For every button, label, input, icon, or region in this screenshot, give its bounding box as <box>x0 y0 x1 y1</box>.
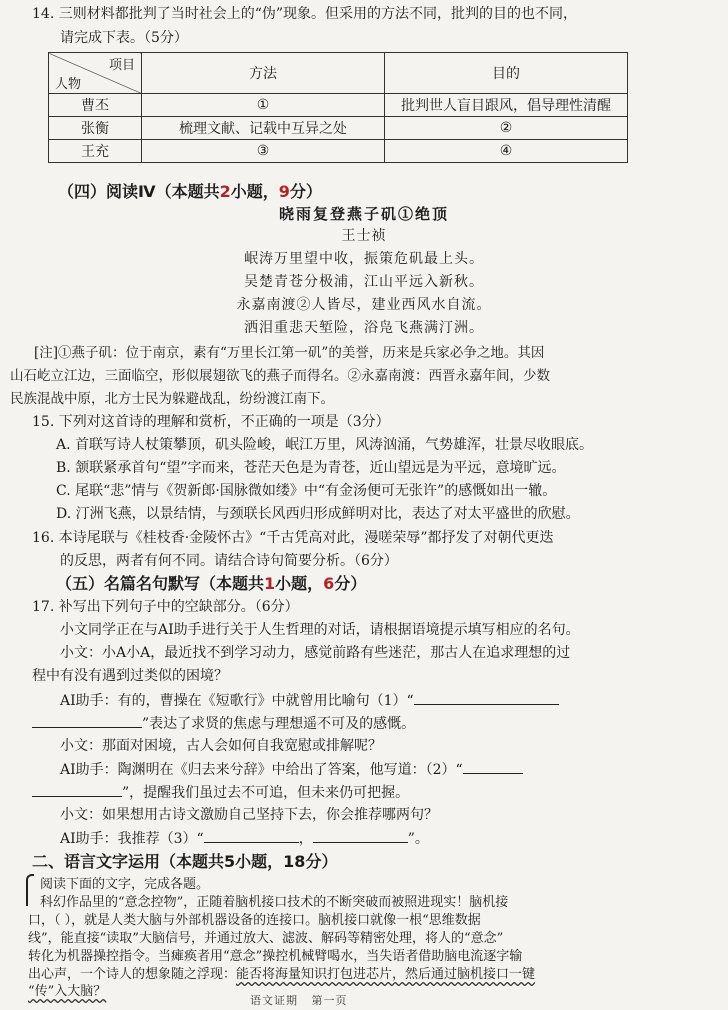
q16-line-2: 的反思，两者有何不同。请结合诗句简要分析。（6分） <box>60 553 398 569</box>
q17-ai-2-text: AI助手：陶渊明在《归去来兮辞》中给出了答案，他写道：（2）“ <box>60 762 463 778</box>
part2-count: 5 <box>224 852 236 871</box>
q17-ai-2b <box>32 782 409 803</box>
row-person: 张衡 <box>49 117 142 140</box>
poem-note: 山石屹立江边，三面临空，形似展翅欲飞的燕子而得名。②永嘉南渡：西晋永嘉年间，少数 <box>10 368 550 384</box>
q17-ai-3-text: AI助手：我推荐（3）“ <box>60 831 204 847</box>
footer <box>250 994 348 1008</box>
q17-ai-2 <box>60 759 523 780</box>
header-purpose: 目的 <box>385 53 628 94</box>
passage-line: 口，（ ），就是人类大脑与外部机器设备的连接口。脑机接口就像一根“思维数据 <box>28 913 481 928</box>
table-header-row <box>49 53 628 94</box>
q15-option-d: D. 汀洲飞燕，以景结情，与颈联长风西归形成鲜明对比，表达了对太平盛世的欣慰。 <box>56 506 580 522</box>
q15-option-b: B. 颔联紧承首句“望”字而来，苍茫天色是为青苍，近山望远是为平远，意境旷远。 <box>56 460 566 476</box>
footer-left: 语文证期 <box>250 994 298 1007</box>
q17-ai-3-end: ”。 <box>407 831 429 847</box>
table-row <box>49 117 628 140</box>
section5-label: （五）名篇名句默写（本题共 <box>56 574 265 593</box>
passage-line: 科幻作品里的“意念控物”，正随着脑机接口技术的不断突破而被照进现实！脑机接 <box>40 895 509 910</box>
q17-dialog: 小文：小A小A，最近找不到学习动力，感觉前路有些迷茫，那古人在追求理想的过 <box>60 645 571 661</box>
section4-score: 9 <box>278 182 290 201</box>
q17-stem: 17. 补写出下列句子中的空缺部分。（6分） <box>32 599 299 615</box>
q14-stem: 14. 三则材料都批判了当时社会上的“伪”现象。但采用的方法不同，批判的目的也不同， <box>32 6 578 22</box>
row-person: 王充 <box>49 140 142 163</box>
row-purpose: ② <box>385 117 628 140</box>
passage-last-line <box>28 983 106 1000</box>
q17-ai-3-comma: ， <box>298 831 313 847</box>
row-purpose: 批判世人盲目跟风，倡导理性清醒 <box>385 94 628 117</box>
q17-ai-2b-text: ”，提醒我们虽过去不可追，但未来仍可把握。 <box>122 785 410 801</box>
q17-ai-1-text: AI助手：有的，曹操在《短歌行》中就曾用比喻句（1）“ <box>60 693 414 709</box>
q17-ai-1b <box>32 713 415 734</box>
row-purpose: ④ <box>385 140 628 163</box>
q17-dialog: 小文：那面对困境，古人会如何自我宽慰或排解呢？ <box>60 738 382 754</box>
q15-option-a: A. 首联写诗人杖策攀顶，矶头险峻，岷江万里，风涛汹涌，气势雄浑，壮景尽收眼底。 <box>56 437 594 453</box>
row-method: 梳理文献、记载中互异之处 <box>142 117 385 140</box>
q17-blank-3a[interactable] <box>204 828 299 843</box>
q15-stem: 15. 下列对这首诗的理解和赏析，不正确的一项是（3分） <box>32 414 390 430</box>
q16-line-1: 16. 本诗尾联与《桂枝香·金陵怀古》“千古凭高对此，漫嗟荣辱”都抒发了对朝代更迭 <box>32 530 554 546</box>
passage-last-line-text: “传”入大脑？ <box>28 984 107 999</box>
corner-bottom-label: 人物 <box>55 77 82 92</box>
passage-line: 转化为机器操控指令。当瘫痪者用“意念”操控机械臂喝水，当失语者借助脑电流逐字输 <box>28 949 523 964</box>
part2-score: 18 <box>283 852 306 871</box>
poem-line: 吴楚青苍分极浦，江山平远入新秋。 <box>244 274 484 290</box>
q17-blank-1b[interactable] <box>32 713 142 728</box>
q17-blank-2a[interactable] <box>463 759 523 774</box>
table-corner-cell <box>49 53 142 94</box>
q17-intro: 小文同学正在与AI助手进行关于人生哲理的对话，请根据语境提示填写相应的名句。 <box>60 622 580 638</box>
poem-title: 晓雨复登燕子矶①绝顶 <box>278 205 449 223</box>
poem-author: 王士祯 <box>341 228 387 244</box>
poem-line: 岷涛万里望中收，振策危矶最上头。 <box>244 251 484 267</box>
q17-dialog: 程中有没有遇到过类似的困境？ <box>32 668 228 684</box>
section5-end: 分） <box>334 574 367 593</box>
q17-ai-3 <box>60 828 429 849</box>
q14-stem-2: 请完成下表。（5分） <box>60 30 188 46</box>
section4-mid: 小题， <box>230 182 279 201</box>
poem-note: [注]①燕子矶：位于南京，素有“万里长江第一矶”的美誉，历来是兵家必争之地。其因 <box>34 345 545 361</box>
part2-intro: 阅读下面的文字，完成各题。 <box>40 877 210 892</box>
corner-top-label: 项目 <box>108 58 135 73</box>
q14-table <box>48 52 628 163</box>
q17-dialog: 小文：如果想用古诗文激励自己坚持下去，你会推荐哪两句？ <box>60 807 438 823</box>
section5-mid: 小题， <box>275 574 324 593</box>
section4-label: （四）阅读Ⅳ（本题共 <box>58 182 220 201</box>
passage-line-5 <box>28 966 535 983</box>
row-method: ① <box>142 94 385 117</box>
section5-heading <box>56 574 366 594</box>
q17-ai-1b-text: ”表达了求贤的焦虑与理想遥不可及的感慨。 <box>142 716 416 732</box>
section5-score: 6 <box>323 574 335 593</box>
passage-line-5-text: 出心声，一个诗人的想象随之浮现： <box>28 967 237 982</box>
part2-heading <box>32 852 337 872</box>
header-method: 方法 <box>142 53 385 94</box>
poem-line: 洒泪重悲天堑险，浴凫飞燕满汀洲。 <box>244 320 484 336</box>
wavy-underlined-text: 能否将海量知识打包进芯片，然后通过脑机接口一键 <box>236 967 536 982</box>
q17-ai-1 <box>60 690 559 711</box>
q15-option-c: C. 尾联“悲”情与《贺新郎·国脉微如缕》中“有金汤便可无张许”的感慨如出一辙。 <box>56 483 557 499</box>
row-person: 曹丕 <box>49 94 142 117</box>
passage-line: 线”，能直接“读取”大脑信号，并通过放大、滤波、解码等精密处理，将人的“意念” <box>28 931 504 946</box>
part2-mid: 小题， <box>235 852 284 871</box>
section4-heading <box>58 182 322 202</box>
footer-right: 第一页 <box>311 994 348 1007</box>
poem-line: 永嘉南渡②人皆尽，建业西风水自流。 <box>236 297 492 313</box>
part2-end: 分） <box>305 852 338 871</box>
row-method: ③ <box>142 140 385 163</box>
q17-blank-1a[interactable] <box>414 690 559 705</box>
table-row <box>49 94 628 117</box>
section4-end: 分） <box>289 182 322 201</box>
section5-count: 1 <box>264 574 276 593</box>
section4-count: 2 <box>219 182 231 201</box>
q17-blank-3b[interactable] <box>313 828 408 843</box>
table-row <box>49 140 628 163</box>
part2-label: 二、语言文字运用（本题共 <box>32 852 225 871</box>
q17-blank-2b[interactable] <box>32 782 122 797</box>
poem-note: 民族混战中原，北方士民为躲避战乱，纷纷渡江南下。 <box>10 391 334 407</box>
handwritten-bracket <box>26 874 34 906</box>
